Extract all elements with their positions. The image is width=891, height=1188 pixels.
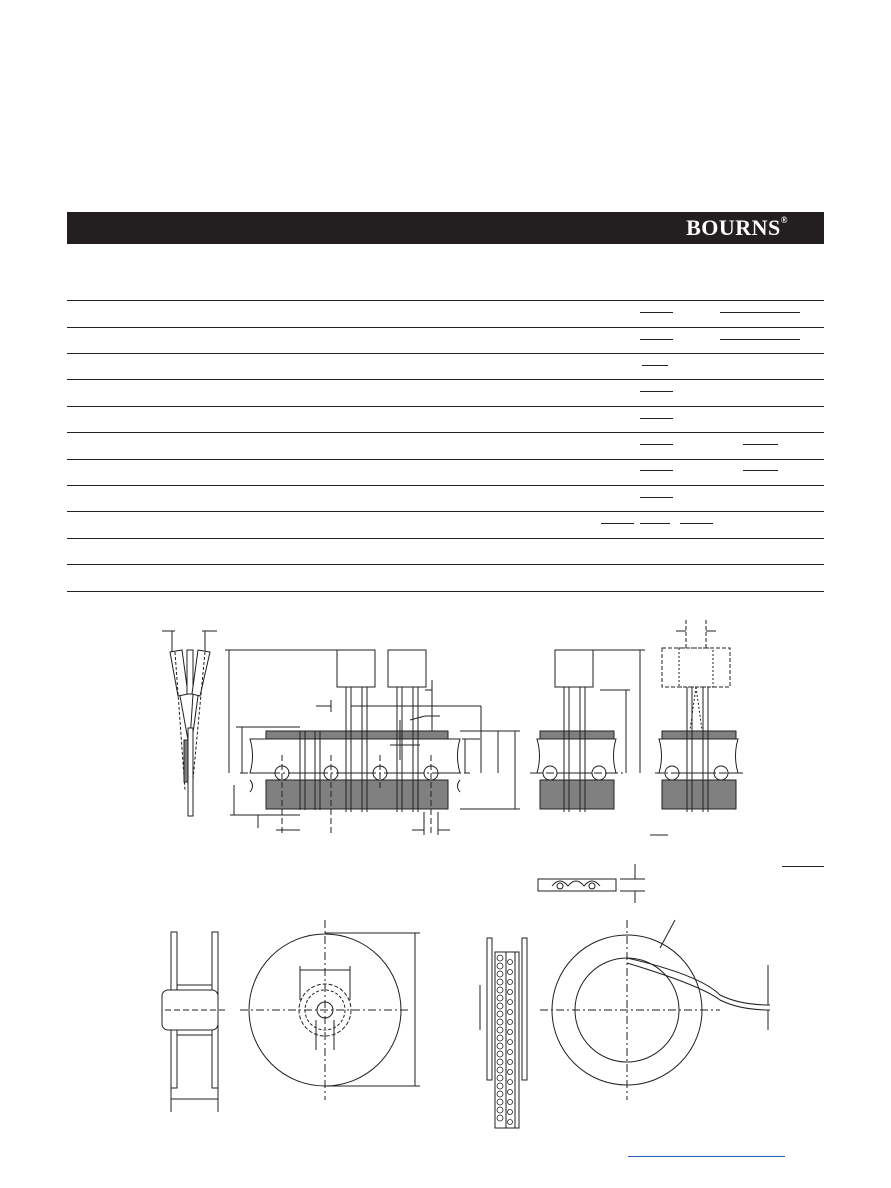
reel-front-view bbox=[240, 920, 420, 1100]
reel-side-view bbox=[162, 932, 225, 1112]
registered-mark: ® bbox=[780, 214, 788, 225]
single-component-view bbox=[530, 650, 645, 812]
ammo-pack-view bbox=[480, 938, 527, 1128]
right-component-view bbox=[650, 620, 745, 835]
link-underline[interactable] bbox=[628, 1156, 785, 1157]
reel-unwinding-view bbox=[540, 920, 770, 1100]
brand-name: BOURNS bbox=[686, 215, 781, 240]
side-view-component bbox=[162, 631, 217, 816]
front-view-tape bbox=[225, 650, 520, 835]
tape-cross-section bbox=[538, 864, 645, 903]
